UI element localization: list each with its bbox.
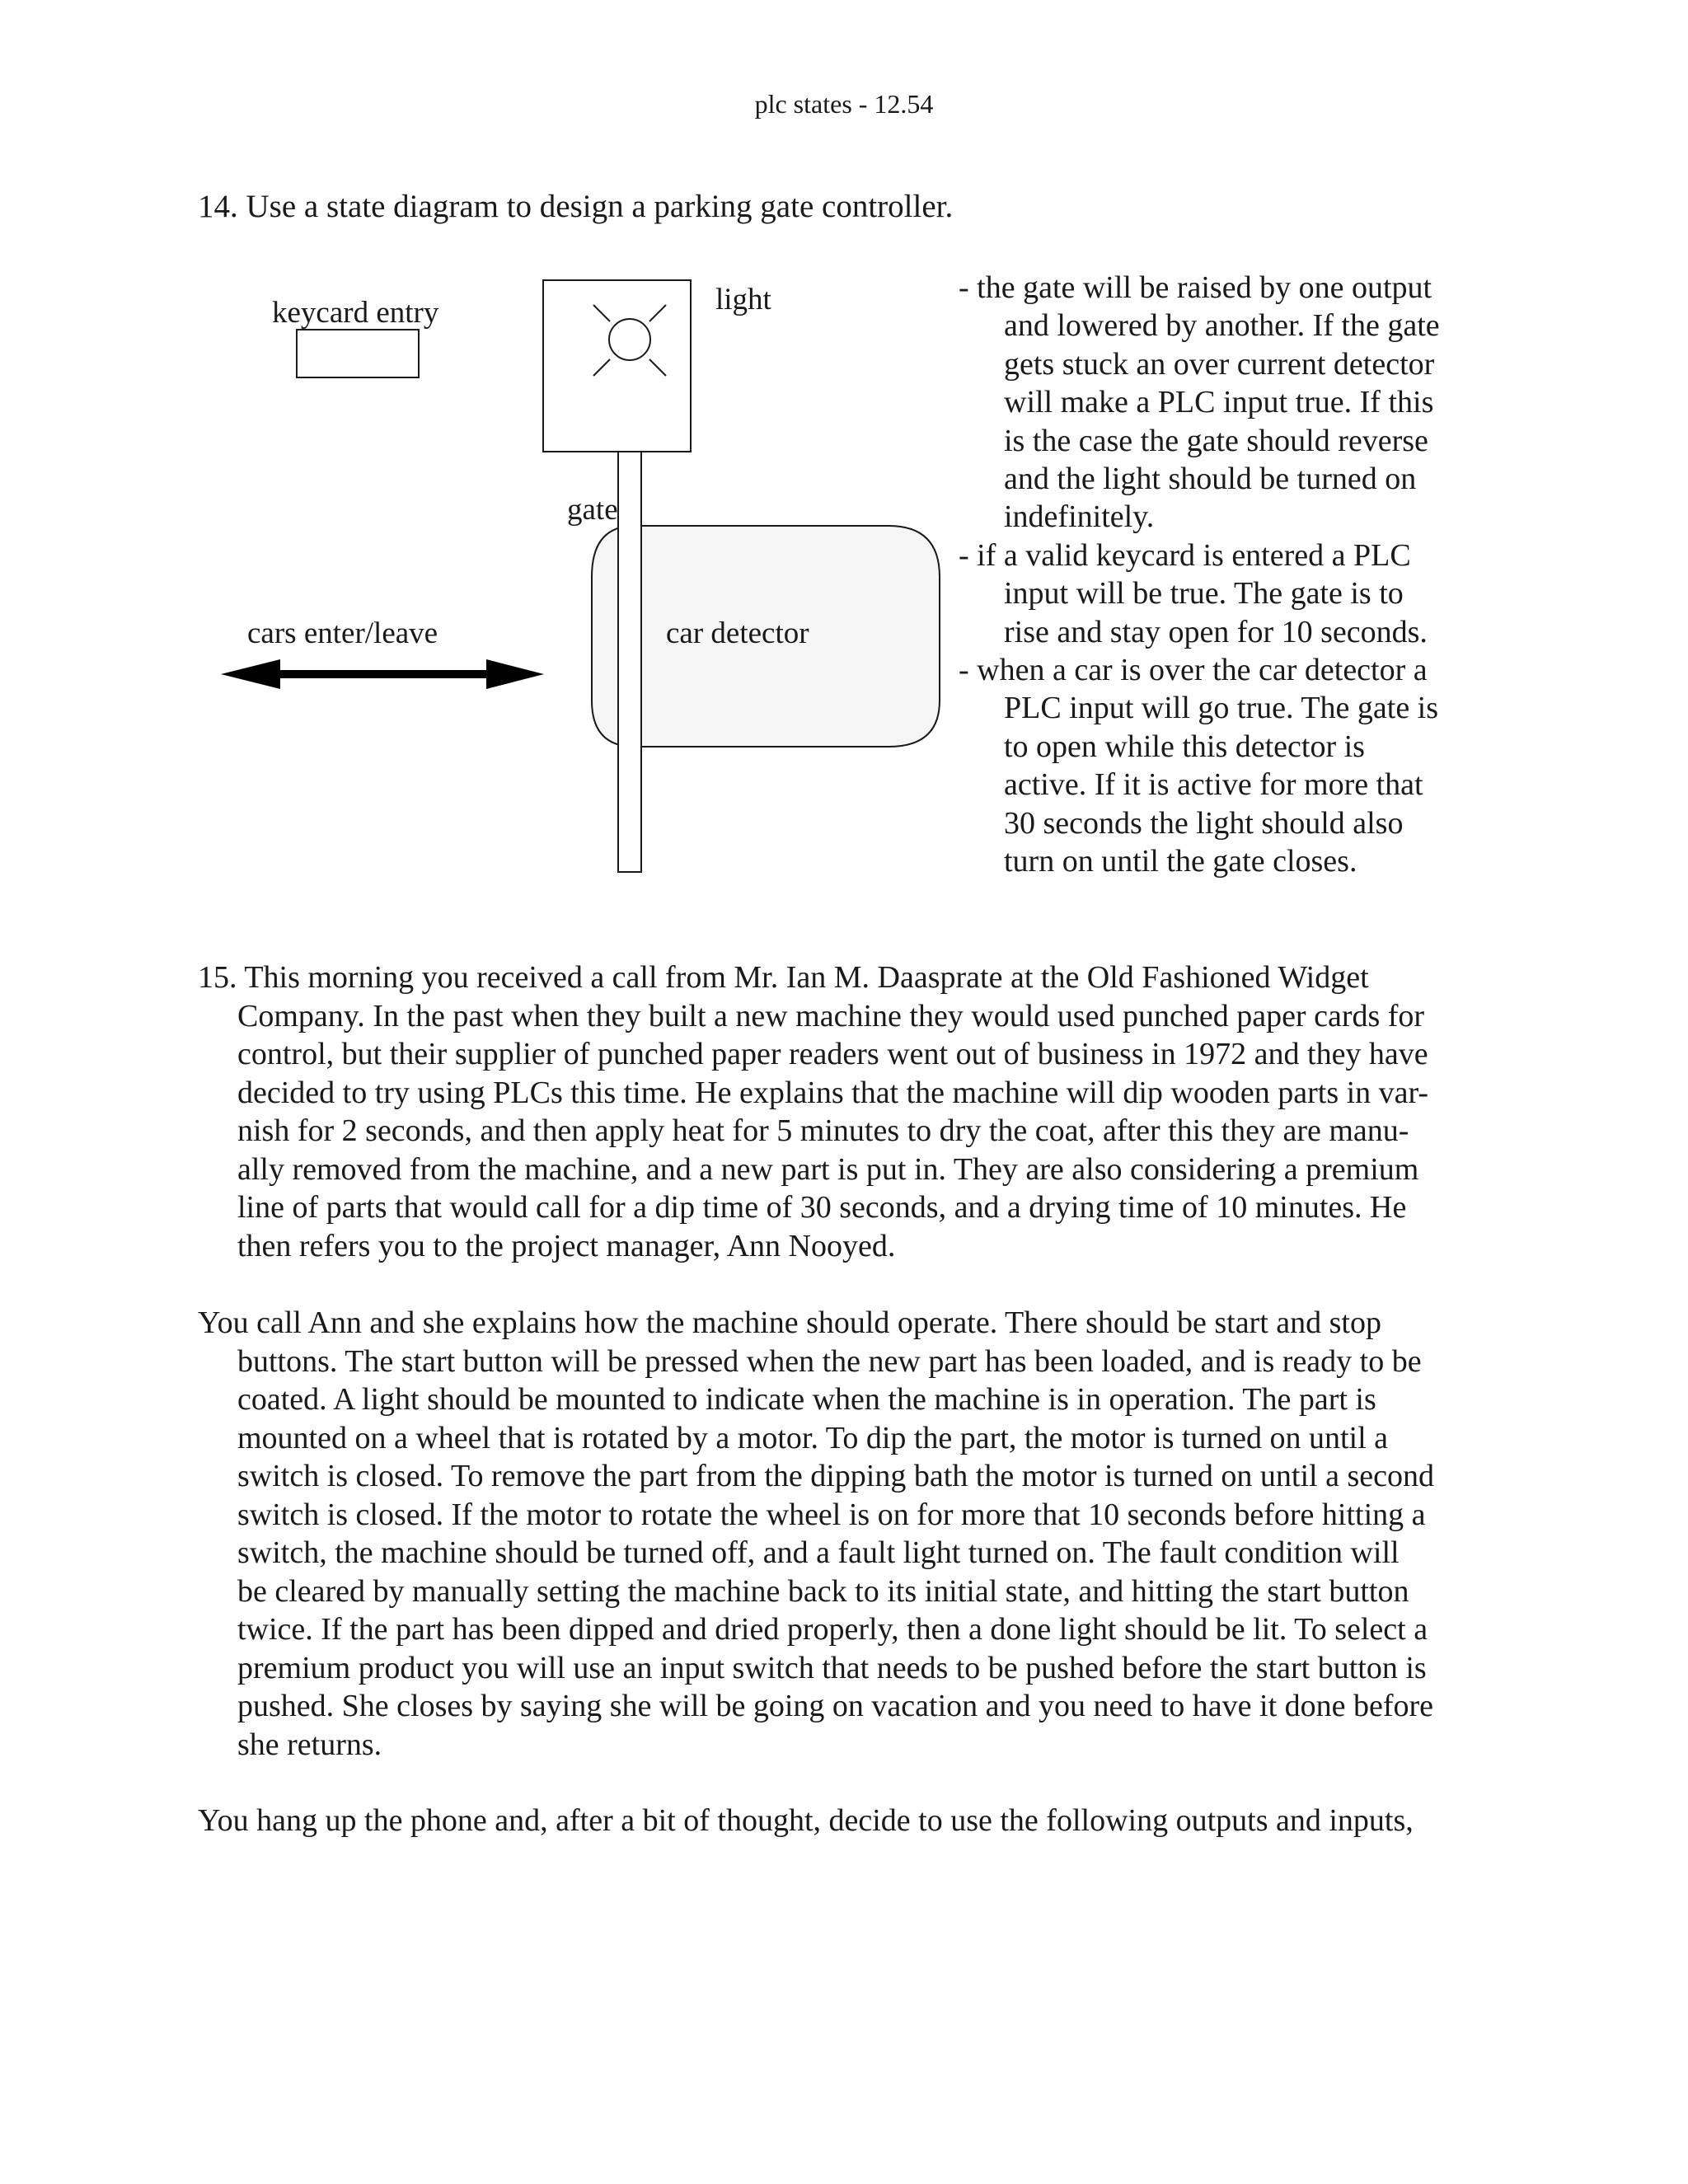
cars-enter-leave-label: cars enter/leave [247, 616, 438, 650]
light-label: light [715, 283, 771, 316]
keycard-entry-label: keycard entry [272, 296, 439, 330]
gate-requirements-list [959, 269, 1486, 881]
light-box [543, 280, 691, 452]
requirement-item: - when a car is over the car detector a PLC input will go true. The gate is to open while this detector is active. If it is active for more that 30 seconds the light should also turn on until the gate closes. [959, 653, 1439, 879]
hang-up-paragraph [198, 1802, 1533, 1840]
keycard-slot [297, 330, 419, 377]
gate-label: gate [567, 493, 618, 527]
question-14-title: 14. Use a state diagram to design a parking gate controller. [198, 189, 954, 224]
page-header: plc states - 12.54 [754, 89, 934, 119]
parking-gate-diagram [0, 0, 956, 923]
question-15-paragraph [198, 958, 1533, 1265]
car-detector-label: car detector [666, 616, 809, 650]
call-ann-paragraph [198, 1304, 1533, 1764]
hang-up-text: You hang up the phone and, after a bit of thought, decide to use the following outputs and inputs, [198, 1803, 1414, 1838]
double-arrow-icon [221, 659, 544, 689]
light-bulb-icon [593, 305, 666, 376]
question-15-text: 15. This morning you received a call from Mr. Ian M. Daasprate at the Old Fashioned Widget Company. In the past when they built a new machine they would used punched paper cards for control, but their supplier of punched paper readers went out of business in 1972 and they have decided to try using PLCs this time. He explains that the machine will dip wooden parts in var- nish for 2 seconds, and then apply heat for 5 minutes to dry the coat, after this they are manu- ally removed from the machine, and a new part is put in. They are also considering a premium line of parts that would call for a dip time of 30 seconds, and a drying time of 10 minutes. He then refers you to the project manager, Ann Nooyed. [198, 960, 1429, 1263]
gate-pole [618, 452, 641, 872]
requirement-item: - if a valid keycard is entered a PLC input will be true. The gate is to rise and stay open for 10 seconds. [959, 537, 1428, 649]
requirement-item: - the gate will be raised by one output and lowered by another. If the gate gets stuck an over current detector will make a PLC input true. If this is the case the gate should reverse and the light should be turned on indefinitely. [959, 270, 1440, 535]
call-ann-text: You call Ann and she explains how the machine should operate. There should be start and stop buttons. The start button will be pressed when the new part has been loaded, and is ready to be coated. A light should be mounted to indicate when the machine is in operation. The part is mounted on a wheel that is rotated by a motor. To dip the part, the motor is turned on until a switch is closed. To remove the part from the dipping bath the motor is turned on until a second switch is closed. If the motor to rotate the wheel is on for more that 10 seconds before hitting a switch, the machine should be turned off, and a fault light turned on. The fault condition will be cleared by manually setting the machine back to its initial state, and hitting the start button twice. If the part has been dipped and dried properly, then a done light should be lit. To select a premium product you will use an input switch that needs to be pushed before the start button is pushed. She closes by saying she will be going on vacation and you need to have it done before she returns. [198, 1305, 1434, 1762]
